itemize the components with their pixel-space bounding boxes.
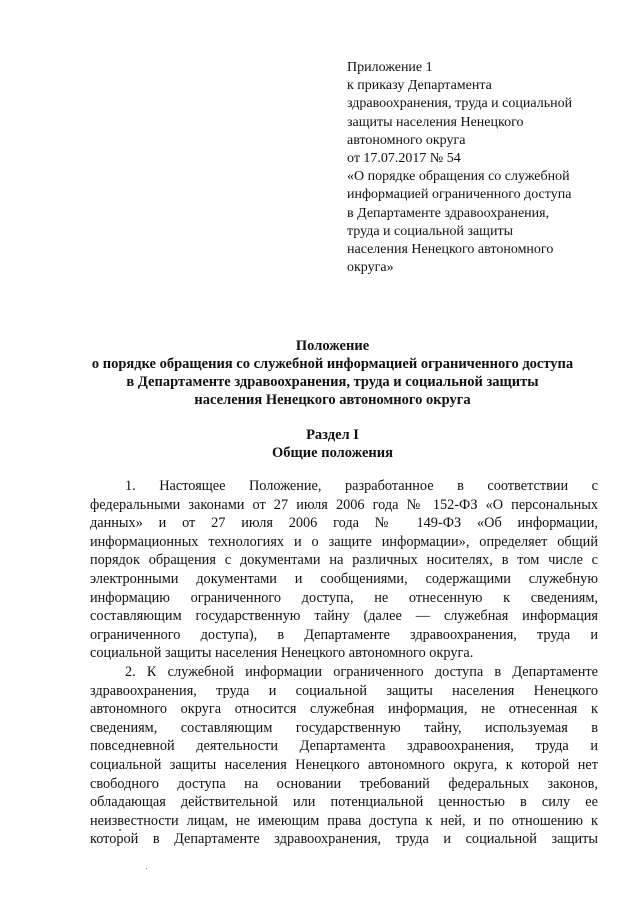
- title-line: населения Ненецкого автономного округа: [194, 392, 471, 408]
- paragraph-2-line: обладающая действительной или потенциальной ценностью в силу ее: [90, 794, 598, 811]
- paragraph-2-line: неизвестности лицам, не имеющим права доступа к ней, и по отношению к: [90, 812, 598, 829]
- appendix-line: округа»: [347, 260, 394, 276]
- paragraph-2-line: сведениям, составляющим государственную тайну, используемая в: [90, 719, 598, 736]
- title-line: о порядке обращения со служебной информацией ограниченного доступа: [91, 356, 574, 372]
- paragraph-1-line: информацию ограниченного доступа, не отнесенную к сведениям,: [90, 589, 598, 606]
- appendix-line: защиты населения Ненецкого: [347, 114, 524, 130]
- paragraph-2-line: повседневной деятельности Департамента здравоохранения, труда и: [90, 738, 598, 755]
- appendix-line: информацией ограниченного доступа: [347, 187, 572, 203]
- title-line: Положение: [295, 338, 370, 354]
- appendix-line: труда и социальной защиты: [347, 223, 513, 239]
- appendix-header: [347, 59, 609, 277]
- appendix-line: в Департаменте здравоохранения,: [347, 205, 550, 221]
- paragraph-2-line: которой в Департаменте здравоохранения, труда и социальной защиты: [90, 831, 598, 848]
- scan-speck: [146, 868, 147, 869]
- paragraph-1-line: социальной защиты населения Ненецкого автономного округа.: [90, 645, 474, 662]
- paragraph-2-line: 2. К служебной информации ограниченного доступа в Департаменте: [125, 663, 598, 680]
- paragraph-1-line: электронными документами и сообщениями, содержащими служебную: [90, 570, 598, 587]
- appendix-line: автономного округа: [347, 132, 466, 148]
- title-line: в Департаменте здравоохранения, труда и социальной защиты: [126, 374, 539, 390]
- paragraph-1-line: данных» и от 27 июля 2006 года № 149-ФЗ «Об информации,: [90, 515, 598, 532]
- paragraph-2-line: здравоохранения, труда и социальной защиты населения Ненецкого: [90, 682, 598, 699]
- appendix-line: от 17.07.2017 № 54: [347, 151, 461, 167]
- scan-speck: [119, 829, 121, 831]
- body-text: [90, 477, 598, 849]
- appendix-line: Приложение 1: [347, 60, 433, 75]
- paragraph-1-line: 1. Настоящее Положение, разработанное в соответствии с: [125, 478, 598, 494]
- paragraph-2-line: автономного округа относится служебная информация, не отнесенная к: [90, 701, 598, 718]
- section-heading: [60, 426, 605, 462]
- paragraph-1-line: федеральными законами от 27 июля 2006 года № 152-ФЗ «О персональных: [90, 496, 598, 513]
- paragraph-1-line: информационных технологиях и о защите информации», определяет общий: [90, 533, 598, 550]
- paragraph-1-line: ограниченного доступа), в Департаменте здравоохранения, труда и: [90, 626, 598, 643]
- paragraph-2-line: свободного доступа на основании требований федеральных законов,: [90, 775, 598, 792]
- appendix-line: здравоохранения, труда и социальной: [347, 96, 573, 112]
- appendix-line: населения Ненецкого автономного: [347, 242, 554, 258]
- document-title: [60, 337, 605, 409]
- paragraph-2-line: социальной защиты населения Ненецкого автономного округа, к которой нет: [90, 756, 598, 773]
- section-number: Раздел I: [306, 427, 359, 443]
- paragraph-1-line: порядок обращения с документами на различных носителях, в том числе с: [90, 552, 598, 569]
- appendix-line: «О порядке обращения со служебной: [347, 169, 570, 185]
- section-name: Общие положения: [272, 445, 393, 461]
- paragraph-1-line: составляющим государственную тайну (далее — служебная информация: [90, 608, 598, 625]
- appendix-line: к приказу Департамента: [347, 78, 492, 94]
